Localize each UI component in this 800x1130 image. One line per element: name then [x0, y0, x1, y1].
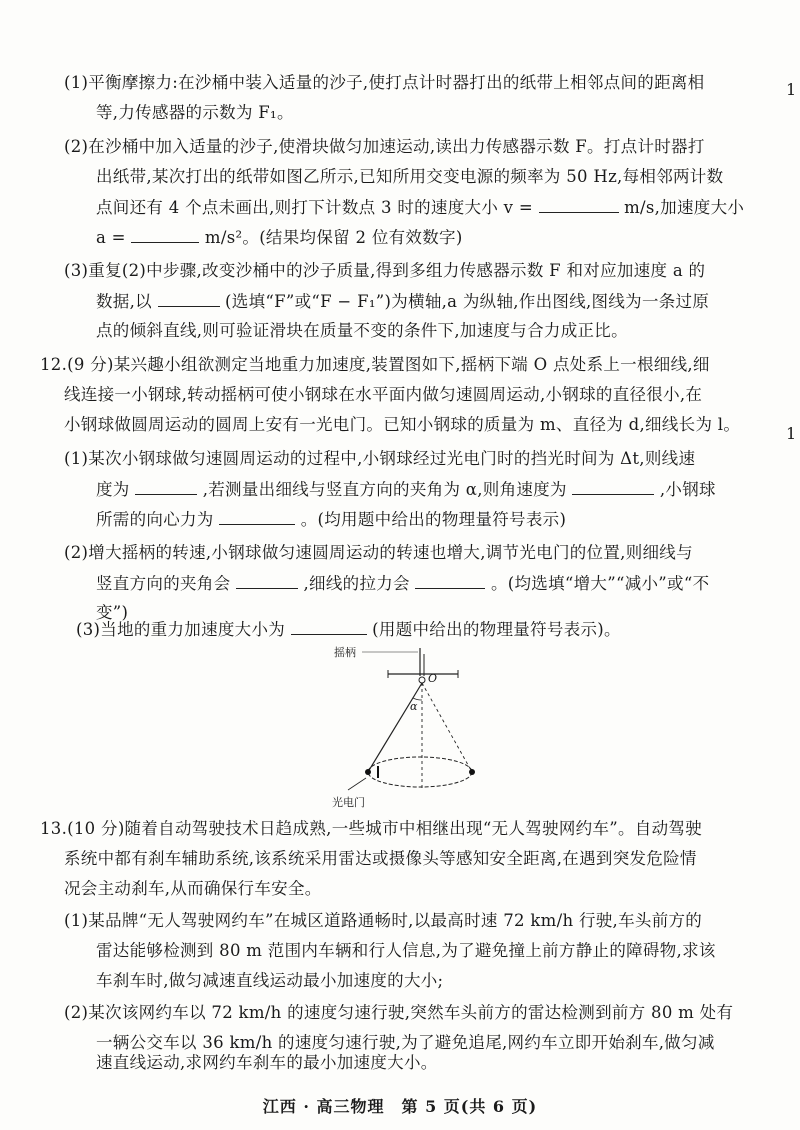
pivot-point-o [419, 677, 425, 683]
q11-part1-line2: 等,力传感器的示数为 F₁。 [96, 103, 294, 122]
q11-part3-line2: 数据,以 (选填“F”或“F − F₁”)为横轴,a 为纵轴,作出图线,图线为一条过原 [96, 292, 710, 311]
answer-blank-horizontal-axis[interactable] [158, 290, 220, 307]
q12-part1-line1: (1)某次小钢球做匀速圆周运动的过程中,小钢球经过光电门时的挡光时间为 Δt,则线速 [64, 449, 696, 468]
q11-part2-line4: a = m/s²。(结果均保留 2 位有效数字) [96, 228, 463, 247]
page-footer: 江西 · 高三物理 第 5 页(共 6 页) [262, 1097, 538, 1116]
q12-stem-line3: 小钢球做圆周运动的圆周上安有一光电门。已知小钢球的质量为 m、直径为 d,细线长为 l。 [64, 415, 741, 434]
q12-stem-line1: 12.(9 分)某兴趣小组欲测定当地重力加速度,装置图如下,摇柄下端 O 点处系上一根细线,细 [40, 355, 710, 374]
q12-part1-line2: 度为 ,若测量出细线与竖直方向的夹角为 α,则角速度为 ,小钢球 [96, 480, 716, 499]
answer-blank-angle-change[interactable] [236, 572, 298, 589]
circular-path [368, 757, 472, 787]
margin-mark-middle: 1 [786, 424, 797, 443]
q12-part1-line3: 所需的向心力为 。(均用题中给出的物理量符号表示) [96, 510, 567, 529]
q12-part2-line3: 变”) [96, 603, 129, 622]
margin-mark-top: 1 [786, 80, 797, 99]
label-photogate: 光电门 [332, 796, 365, 809]
q13-part1-line3: 车刹车时,做匀减速直线运动最小加速度的大小; [96, 971, 444, 990]
q13-part2-line1: (2)某次该网约车以 72 km/h 的速度匀速行驶,突然车头前方的雷达检测到前方 80 m 处有 [64, 1003, 734, 1022]
q11-part1-line1: (1)平衡摩擦力:在沙桶中装入适量的沙子,使打点计时器打出的纸带上相邻点间的距离相 [64, 73, 705, 92]
q12-part3-line1: (3)当地的重力加速度大小为 (用题中给出的物理量符号表示)。 [76, 620, 621, 639]
cone-side-dashed [422, 683, 472, 772]
label-o: O [428, 672, 438, 685]
q11-part2-line3: 点间还有 4 个点未画出,则打下计数点 3 时的速度大小 v = m/s,加速度大小 [96, 198, 745, 217]
photogate-leader-line [348, 778, 366, 790]
answer-blank-angular-speed[interactable] [572, 478, 654, 495]
answer-blank-linear-speed[interactable] [135, 478, 197, 495]
q13-stem-line2: 系统中都有刹车辅助系统,该系统采用雷达或摄像头等感知安全距离,在遇到突发危险情 [64, 849, 697, 868]
answer-blank-tension-change[interactable] [415, 572, 485, 589]
q11-part2-line2: 出纸带,某次打出的纸带如图乙所示,已知所用交变电源的频率为 50 Hz,每相邻两计数 [96, 167, 724, 186]
q12-part2-line2: 竖直方向的夹角会 ,细线的拉力会 。(均选填“增大”“减小”或“不 [96, 574, 710, 593]
q13-part2-line2: 一辆公交车以 36 km/h 的速度匀速行驶,为了避免追尾,网约车立即开始刹车,做匀减 [96, 1033, 715, 1052]
q13-part1-line2: 雷达能够检测到 80 m 范围内车辆和行人信息,为了避免撞上前方静止的障碍物,求该 [96, 941, 716, 960]
q13-stem-line1: 13.(10 分)随着自动驾驶技术日趋成熟,一些城市中相继出现“无人驾驶网约车”。自动驾驶 [40, 819, 702, 838]
q11-part3-line1: (3)重复(2)中步骤,改变沙桶中的沙子质量,得到多组力传感器示数 F 和对应加速度 a 的 [64, 261, 706, 280]
label-handle: 摇柄 [334, 646, 356, 659]
steel-ball-opposite [469, 769, 475, 775]
q13-stem-line3: 况会主动刹车,从而确保行车安全。 [64, 879, 322, 898]
answer-blank-centripetal-force[interactable] [219, 508, 295, 525]
answer-blank-velocity[interactable] [539, 196, 619, 213]
q13-part2-line3: 速直线运动,求网约车刹车的最小加速度大小。 [96, 1053, 438, 1072]
answer-blank-acceleration[interactable] [131, 226, 199, 243]
steel-ball [365, 769, 371, 775]
answer-blank-gravity[interactable] [291, 618, 367, 635]
q13-part1-line1: (1)某品牌“无人驾驶网约车”在城区道路通畅时,以最高时速 72 km/h 行驶,车头前方的 [64, 911, 703, 930]
q12-stem-line2: 线连接一小钢球,转动摇柄可使小钢球在水平面内做匀速圆周运动,小钢球的直径很小,在 [64, 385, 703, 404]
q11-part3-line3: 点的倾斜直线,则可验证滑块在质量不变的条件下,加速度与合力成正比。 [96, 321, 628, 340]
conical-pendulum-figure [326, 640, 486, 810]
q12-part2-line1: (2)增大摇柄的转速,小钢球做匀速圆周运动的转速也增大,调节光电门的位置,则细线与 [64, 543, 693, 562]
label-alpha: α [410, 700, 418, 713]
q11-part2-line1: (2)在沙桶中加入适量的沙子,使滑块做匀加速运动,读出力传感器示数 F。打点计时器打 [64, 137, 705, 156]
